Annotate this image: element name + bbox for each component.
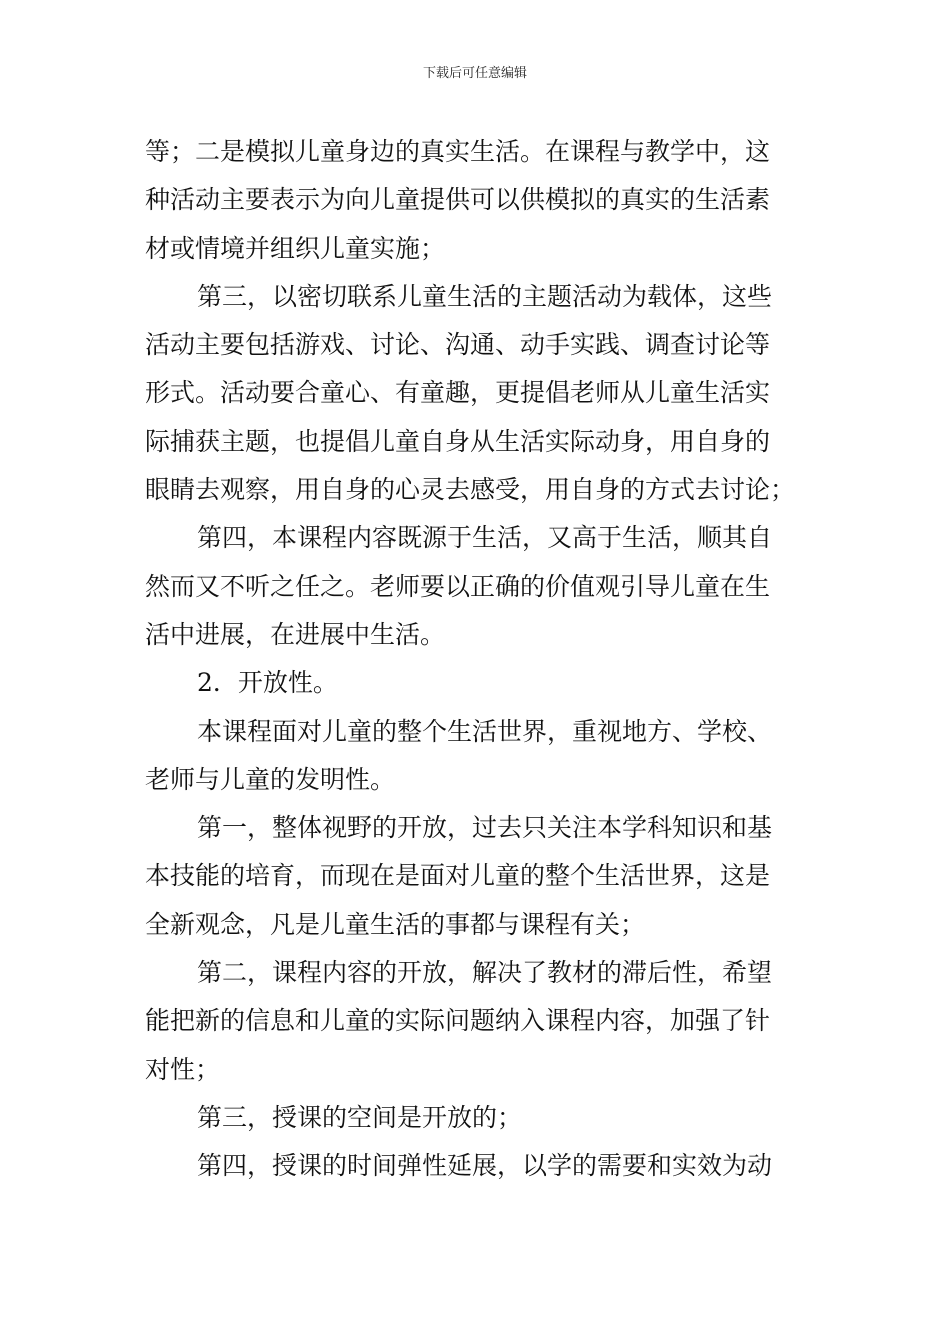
text-line: 际捕获主题，也提倡儿童自身从生活实际动身，用自身的 — [145, 426, 771, 456]
text-line: 第二，课程内容的开放，解决了教材的滞后性，希望 — [197, 958, 773, 988]
text-line: 等；二是模拟儿童身边的真实生活。在课程与教学中，这 — [145, 137, 771, 166]
text-line: 第一，整体视野的开放，过去只关注本学科知识和基 — [197, 813, 773, 843]
document-body — [145, 128, 825, 1191]
text-line: 活动主要包括游戏、讨论、沟通、动手实践、调查讨论等 — [145, 330, 771, 360]
text-line: 第四，授课的时间弹性延展，以学的需要和实效为动 — [197, 1151, 773, 1181]
text-line: 形式。活动要合童心、有童趣，更提倡老师从儿童生活实 — [145, 378, 771, 408]
text-line: 能把新的信息和儿童的实际问题纳入课程内容，加强了针 — [145, 1006, 771, 1036]
text-line: 全新观念，凡是儿童生活的事都与课程有关； — [145, 909, 646, 939]
text-line: 活中进展，在进展中生活。 — [145, 619, 446, 649]
text-line: 种活动主要表示为向儿童提供可以供模拟的真实的生活素 — [145, 185, 771, 215]
text-line: 第三，授课的空间是开放的； — [197, 1102, 523, 1132]
text-line: 老师与儿童的发明性。 — [145, 764, 396, 794]
text-line: 2．开放性。 — [197, 668, 338, 698]
text-line: 对性； — [145, 1054, 221, 1084]
text-line: 眼睛去观察，用自身的心灵去感受，用自身的方式去讨论； — [145, 475, 796, 505]
text-line: 第三，以密切联系儿童生活的主题活动为载体，这些 — [197, 281, 773, 311]
text-line: 第四，本课程内容既源于生活，又高于生活，顺其自 — [197, 523, 773, 553]
text-line: 本课程面对儿童的整个生活世界，重视地方、学校、 — [197, 716, 773, 746]
text-line: 本技能的培育，而现在是面对儿童的整个生活世界，这是 — [145, 861, 771, 891]
text-line: 然而又不听之任之。老师要以正确的价值观引导儿童在生 — [145, 571, 771, 601]
text-line: 材或情境并组织儿童实施； — [145, 233, 446, 263]
page-header: 下载后可任意编辑 — [422, 66, 527, 81]
